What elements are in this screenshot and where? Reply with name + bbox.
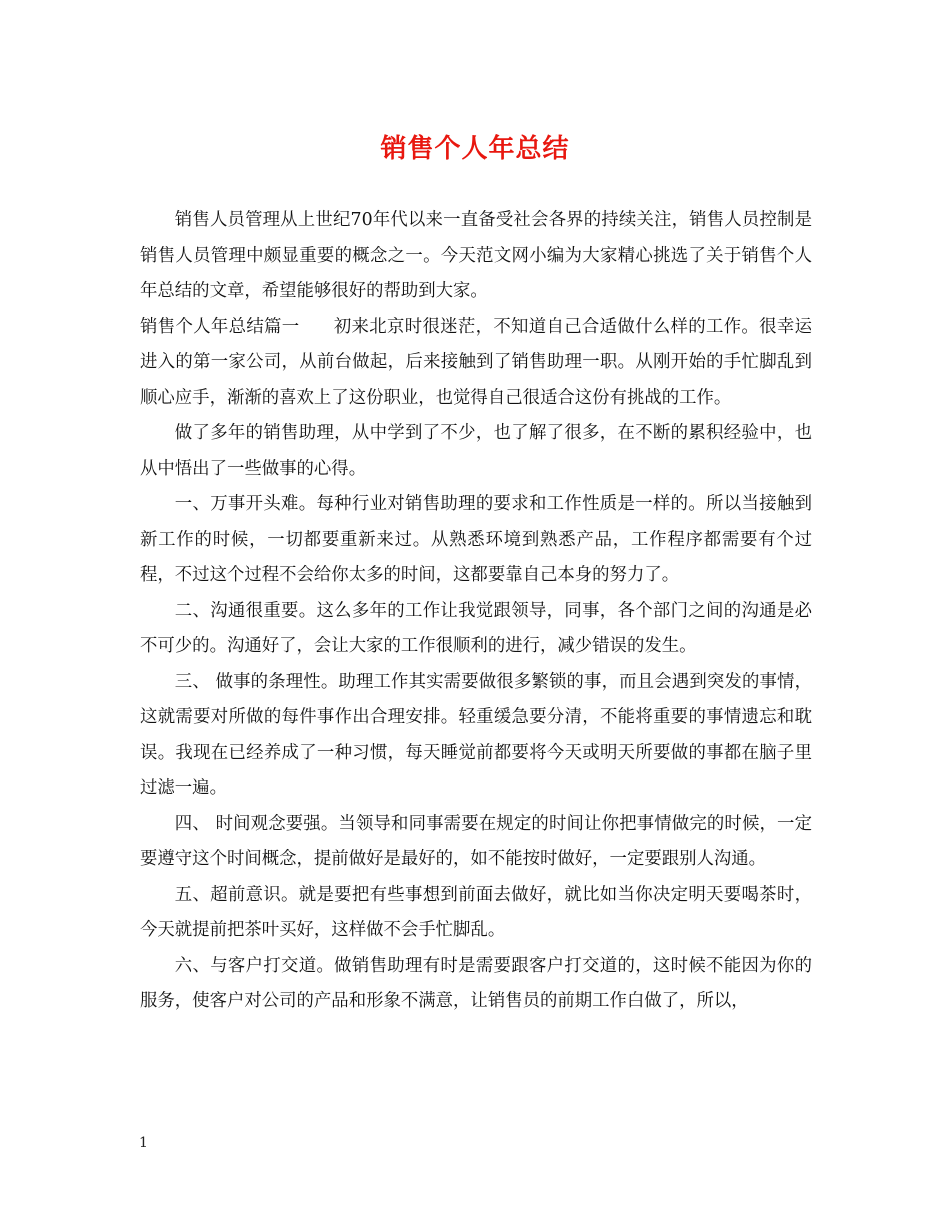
document-title: 销售个人年总结 — [380, 134, 570, 164]
paragraph-point-2: 二、沟通很重要。这么多年的工作让我觉跟领导，同事，各个部门之间的沟通是必不可少的。沟通好了，会让大家的工作很顺利的进行，减少错误的发生。 — [140, 600, 812, 656]
page-number: 1 — [139, 1135, 148, 1151]
paragraph-point-6: 六、与客户打交道。做销售助理有时是需要跟客户打交道的，这时候不能因为你的服务，使客户对公司的产品和形象不满意，让销售员的前期工作白做了，所以， — [140, 955, 812, 1011]
section-heading: 销售个人年总结篇一 — [140, 316, 300, 337]
paragraph-point-1: 一、万事开头难。每种行业对销售助理的要求和工作性质是一样的。所以当接触到新工作的时候，一切都要重新来过。从熟悉环境到熟悉产品，工作程序都需要有个过程，不过这个过程不会给你太多的时间，这都要靠自己本身的努力了。 — [140, 494, 812, 585]
section-intro: 初来北京时很迷茫，不知道自己合适做什么样的工作。很幸运进入的第一家公司，从前台做起，后来接触到了销售助理一职。从刚开始的手忙脚乱到顺心应手，渐渐的喜欢上了这份职业，也觉得自己很适合这份有挑战的工作。 — [140, 316, 812, 408]
paragraph-point-3: 三、 做事的条理性。助理工作其实需要做很多繁锁的事，而且会遇到突发的事情，这就需要对所做的每件事作出合理安排。轻重缓急要分清，不能将重要的事情遗忘和耽误。我现在已经养成了一种习惯，每天睡觉前都要将今天或明天所要做的事都在脑子里过滤一遍。 — [140, 671, 812, 798]
paragraph-experience: 做了多年的销售助理，从中学到了不少，也了解了很多，在不断的累积经验中，也从中悟出了一些做事的心得。 — [140, 423, 812, 479]
paragraph-point-4: 四、 时间观念要强。当领导和同事需要在规定的时间让你把事情做完的时候，一定要遵守这个时间概念，提前做好是最好的，如不能按时做好，一定要跟别人沟通。 — [140, 813, 812, 869]
intro-paragraph: 销售人员管理从上世纪70年代以来一直备受社会各界的持续关注，销售人员控制是销售人员管理中颇显重要的概念之一。今天范文网小编为大家精心挑选了关于销售个人年总结的文章，希望能够很好的帮助到大家。 — [140, 210, 812, 301]
paragraph-point-5: 五、超前意识。就是要把有些事想到前面去做好，就比如当你决定明天要喝茶时，今天就提前把茶叶买好，这样做不会手忙脚乱。 — [140, 884, 812, 940]
section-paragraph — [140, 310, 812, 417]
document-body — [140, 203, 812, 1020]
